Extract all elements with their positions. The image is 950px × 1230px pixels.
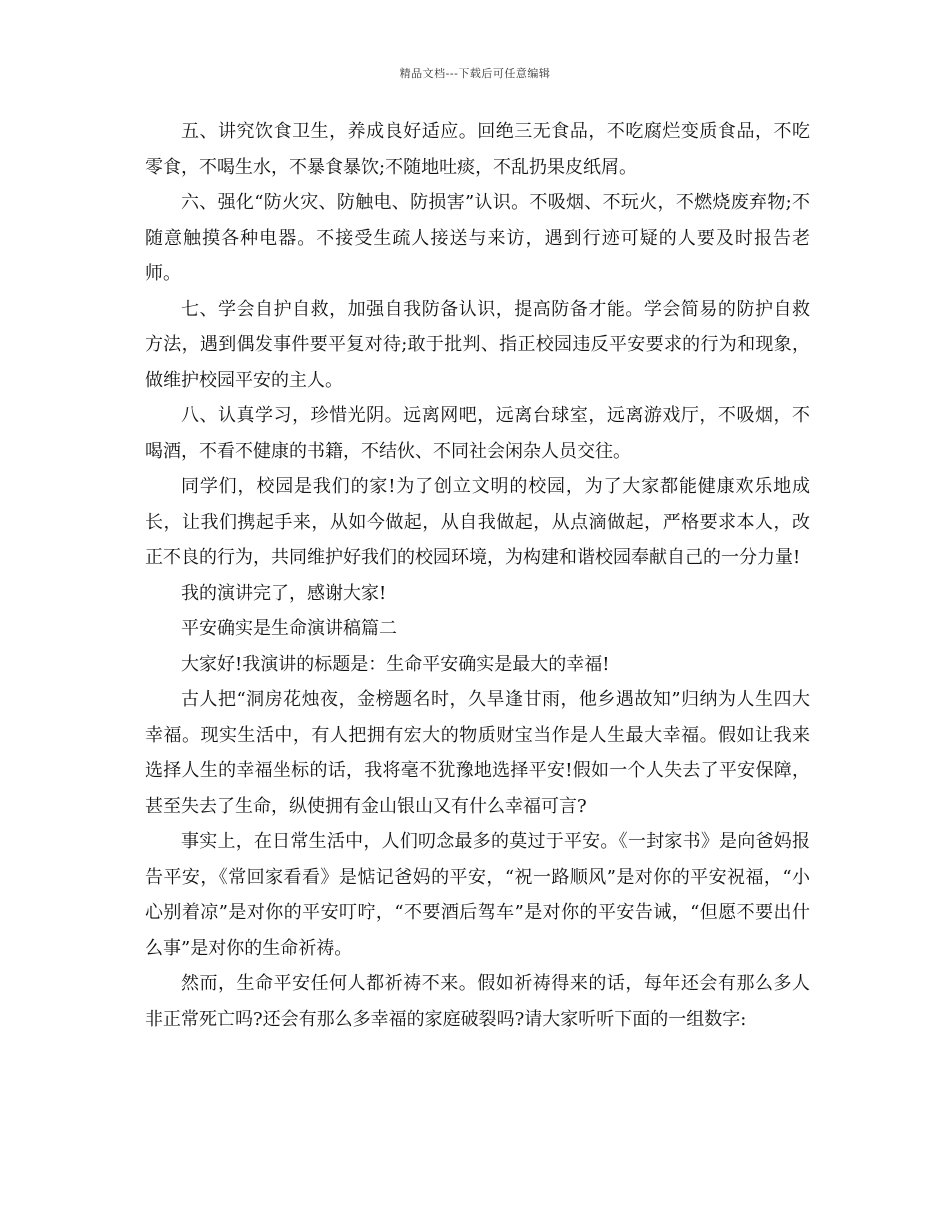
section-title: 平安确实是生命演讲稿篇二 <box>181 618 397 639</box>
paragraph-however: 然而，生命平安任何人都祈祷不来。假如祈祷得来的话，每年还会有那么多人非正常死亡吗?还会有那么多幸福的家庭破裂吗?请大家听听下面的一组数字: <box>145 973 810 1030</box>
paragraph-thanks: 我的演讲完了，感谢大家! <box>181 582 387 604</box>
paragraph-greeting: 大家好!我演讲的标题是：生命平安确实是最大的幸福! <box>181 653 610 675</box>
paragraph-item-8: 八、认真学习，珍惜光阴。远离网吧，远离台球室，远离游戏厅，不吸烟，不喝酒，不看不健康的书籍，不结伙、不同社会闲杂人员交往。 <box>145 405 810 462</box>
paragraph-daily-life: 事实上，在日常生活中，人们叨念最多的莫过于平安。《一封家书》是向爸妈报告平安，《常回家看看》是惦记爸妈的平安，“祝一路顺风”是对你的平安祝福，“小心别着凉”是对你的平安叮咛，“不要酒后驾车”是对你的平安告诫，“但愿不要出什么事”是对你的生命祈祷。 <box>145 831 810 959</box>
page-header: 精品文档---下载后可任意编辑 <box>399 67 551 80</box>
paragraph-item-7: 七、学会自护自救，加强自我防备认识，提高防备才能。学会简易的防护自救方法，遇到偶发事件要平复对待;敢于批判、指正校园违反平安要求的行为和现象，做维护校园平安的主人。 <box>145 298 810 391</box>
paragraph-four-happiness: 古人把“洞房花烛夜，金榜题名时，久旱逢甘雨，他乡遇故知”归纳为人生四大幸福。现实生活中，有人把拥有宏大的物质财宝当作是人生最大幸福。假如让我来选择人生的幸福坐标的话，我将毫不犹豫地选择平安!假如一个人失去了平安保障，甚至失去了生命，纵使拥有金山银山又有什么幸福可言? <box>145 689 810 817</box>
document-body <box>145 114 810 1037</box>
paragraph-closing-appeal: 同学们，校园是我们的家!为了创立文明的校园，为了大家都能健康欢乐地成长，让我们携起手来，从如今做起，从自我做起，从点滴做起，严格要求本人，改正不良的行为，共同维护好我们的校园环境，为构建和谐校园奉献自己的一分力量! <box>145 476 810 568</box>
paragraph-item-6: 六、强化“防火灾、防触电、防损害”认识。不吸烟、不玩火，不燃烧废弃物;不随意触摸各种电器。不接受生疏人接送与来访，遇到行迹可疑的人要及时报告老师。 <box>145 192 810 284</box>
paragraph-item-5: 五、讲究饮食卫生，养成良好适应。回绝三无食品，不吃腐烂变质食品，不吃零食，不喝生水，不暴食暴饮;不随地吐痰，不乱扔果皮纸屑。 <box>145 121 810 178</box>
